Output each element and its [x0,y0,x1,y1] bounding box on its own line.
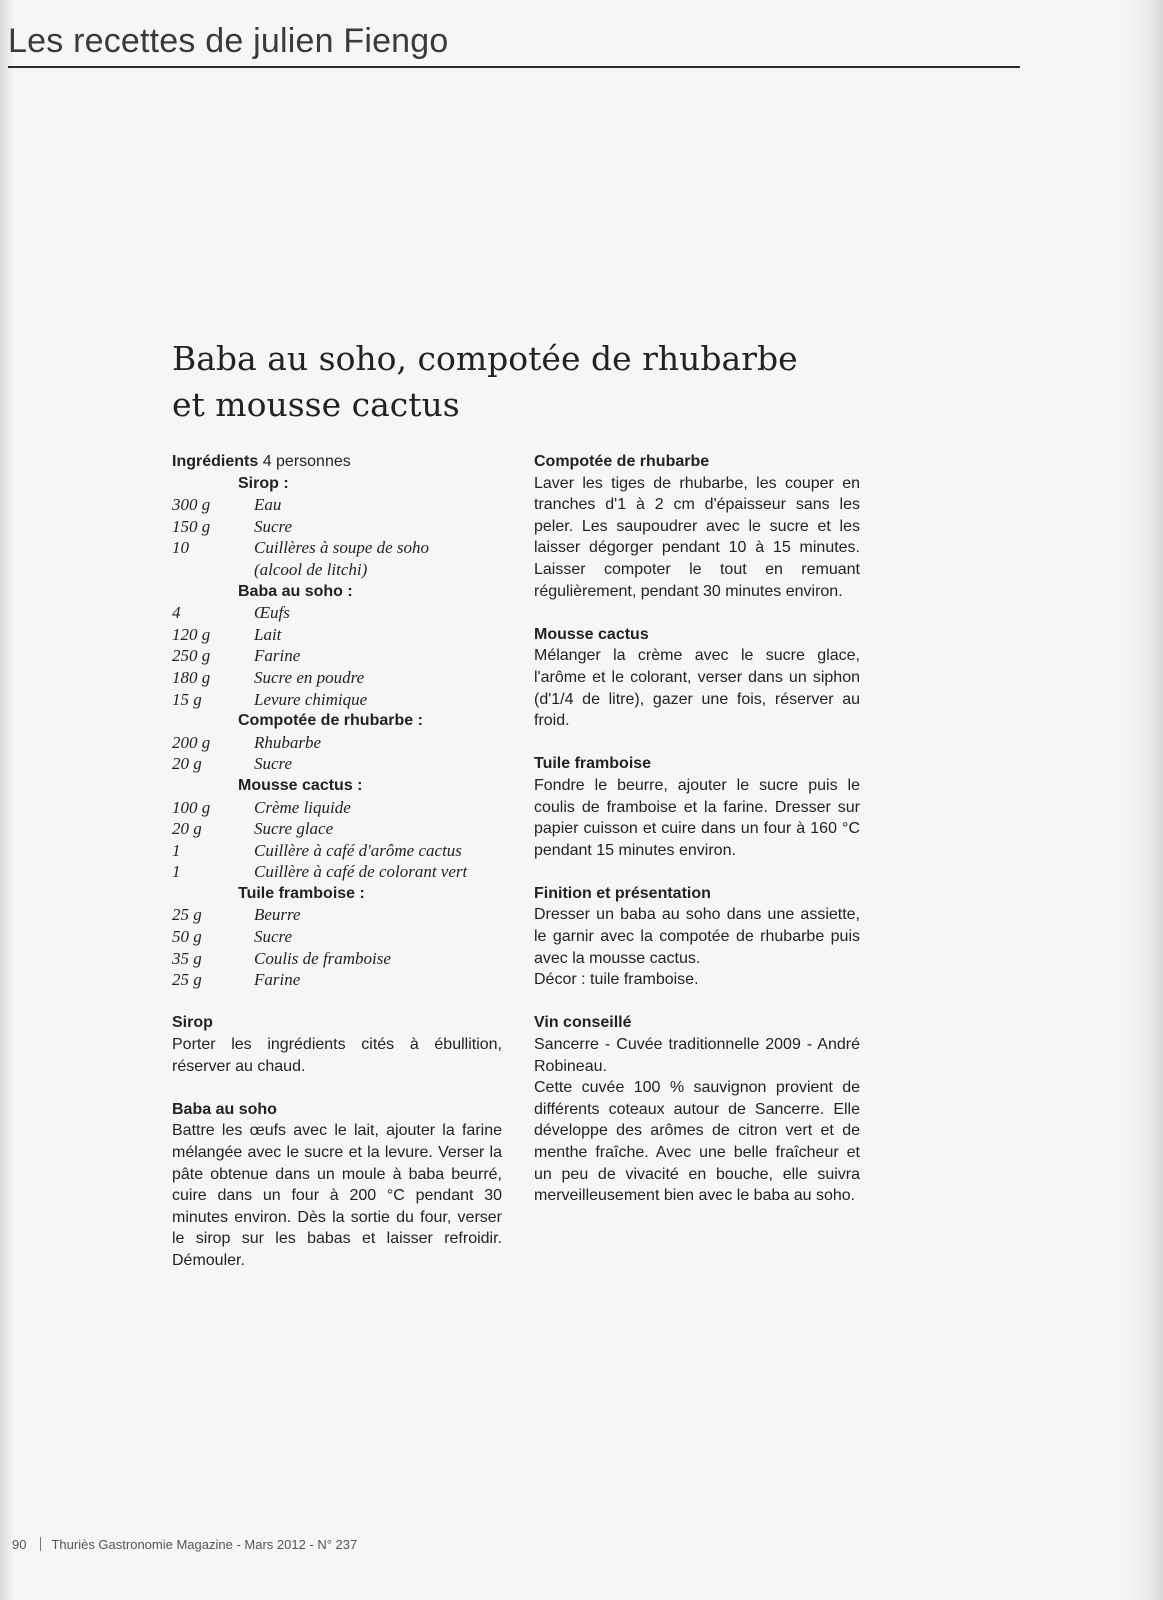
ingredient-row [172,537,502,559]
ingredient-row [172,904,502,926]
ingredient-quantity: 20 g [172,754,202,774]
ingredient-quantity: 20 g [172,819,202,839]
step-body: Battre les œufs avec le lait, ajouter la farine mélangée avec le sucre et la levure. Verser la pâte obtenue dans un moule à baba beurré, cuire dans un four à 200 °C pendant 30 minutes environ. Dès la sortie du four, verser le sirop sur les babas et laisser refroidir. Démouler. [172,1122,502,1269]
recipe-step-section [534,883,860,991]
page-number: 90 [12,1537,27,1552]
step-title: Sirop [172,1014,213,1032]
recipe-title-line-1: Baba au soho, compotée de rhubarbe [172,339,798,378]
ingredients-heading [172,451,502,473]
ingredient-name: Cuillères à soupe de soho [254,538,430,558]
ingredient-name-continued: (alcool de litchi) [254,559,368,579]
publication-info: Thuriès Gastronomie Magazine - Mars 2012 - N° 237 [51,1537,358,1552]
right-column [534,451,860,1207]
ingredient-name: Levure chimique [254,689,368,709]
steps-left [172,1012,502,1271]
ingredients-label: Ingrédients [172,453,259,470]
ingredient-quantity: 150 g [172,516,211,536]
ingredient-row [172,732,502,754]
ingredient-row [172,753,502,775]
recipe-step-section [534,1012,860,1206]
ingredient-name: Beurre [254,905,301,925]
ingredient-row [172,948,502,970]
step-body: Laver les tiges de rhubarbe, les couper en tranches d'1 à 2 cm d'épaisseur sans les peler. Les saupoudrer avec le sucre et les laisser dégorger pendant 10 à 15 minutes. Laisser compoter le tout en remuant régulièrement, pendant 30 minutes environ. [534,474,860,600]
ingredient-name: Sucre [254,927,293,947]
ingredient-quantity: 25 g [172,905,202,925]
ingredient-name: Sucre [254,754,293,774]
page-edge-shadow [1123,0,1163,1600]
step-body: Mélanger la crème avec le sucre glace, l'arôme et le colorant, verser dans un siphon (d'1/4 de litre), gazer une fois, réserver au froid. [534,647,860,730]
ingredient-group-title: Compotée de rhubarbe : [238,712,423,730]
ingredient-row [172,969,502,991]
recipe-title [172,336,892,428]
ingredient-name: Sucre en poudre [254,667,365,687]
ingredient-row [172,861,502,883]
ingredient-row [172,818,502,840]
step-body: Porter les ingrédients cités à ébullition, réserver au chaud. [172,1036,502,1075]
ingredient-row [172,926,502,948]
recipe-step-section [172,1099,502,1272]
spacer [172,991,502,1013]
recipe-step-section [172,1012,502,1077]
step-title: Vin conseillé [534,1014,632,1032]
ingredient-name: Sucre glace [254,819,334,839]
step-title: Mousse cactus [534,625,649,643]
footer-divider [40,1537,41,1551]
ingredient-name: Farine [254,970,301,990]
ingredient-quantity: 200 g [172,732,211,752]
ingredient-quantity: 180 g [172,667,211,687]
ingredient-name: Eau [254,495,282,515]
ingredient-name: Coulis de framboise [254,948,391,968]
ingredient-row [172,624,502,646]
step-title: Baba au soho [172,1100,277,1118]
ingredient-quantity: 100 g [172,797,211,817]
ingredient-quantity: 120 g [172,624,211,644]
ingredient-name: Farine [254,646,301,666]
ingredient-quantity: 1 [172,840,181,860]
ingredient-name: Œufs [254,603,290,623]
ingredient-name: Crème liquide [254,797,351,817]
ingredient-quantity: 1 [172,862,181,882]
recipe-step-section [534,753,860,861]
steps-right [534,451,860,1207]
recipe-step-section [534,451,860,602]
ingredient-row [172,797,502,819]
step-body: Fondre le beurre, ajouter le sucre puis le coulis de framboise et la farine. Dresser sur papier cuisson et cuire dans un four à 160 °C pendant 15 minutes environ. [534,776,860,859]
ingredient-row [172,516,502,538]
running-header: Les recettes de julien Fiengo [8,22,449,60]
ingredient-name: Lait [254,624,282,644]
ingredient-row [172,689,502,711]
ingredient-quantity: 50 g [172,927,202,947]
ingredient-quantity: 35 g [172,948,202,968]
step-title: Finition et présentation [534,884,711,902]
recipe-title-line-2: et mousse cactus [172,385,460,424]
step-title: Tuile framboise [534,755,652,773]
ingredient-row [172,667,502,689]
ingredient-group-title: Sirop : [238,474,289,492]
header-rule [8,66,1020,68]
ingredient-group-title: Tuile framboise : [238,884,365,902]
ingredient-name: Cuillère à café de colorant vert [254,862,468,882]
ingredient-group-title: Mousse cactus : [238,776,363,794]
ingredient-name: Rhubarbe [254,732,322,752]
ingredient-row [172,602,502,624]
left-column [172,451,502,1272]
page-footer [12,1537,357,1552]
step-body: Dresser un baba au soho dans une assiette, le garnir avec la compotée de rhubarbe puis avec la mousse cactus. Décor : tuile framboise. [534,906,860,989]
ingredient-name: Sucre [254,516,293,536]
ingredient-quantity: 10 [172,538,189,558]
step-body: Sancerre - Cuvée traditionnelle 2009 - André Robineau. Cette cuvée 100 % sauvignon provient de différents coteaux autour de Sancerre. Elle développe des arômes de citron vert et de menthe fraîche. Avec une belle fraîcheur et un peu de vivacité en bouche, elle suivra merveilleusement bien avec le baba au soho. [534,1036,860,1205]
ingredient-name: Cuillère à café d'arôme cactus [254,840,462,860]
page-gutter-shadow [0,0,14,1600]
ingredient-quantity: 300 g [172,495,211,515]
step-title: Compotée de rhubarbe [534,453,710,470]
ingredients-list [172,473,502,991]
ingredient-quantity: 15 g [172,689,202,709]
ingredients-servings: 4 personnes [262,453,351,470]
ingredient-quantity: 4 [172,603,181,623]
ingredient-row [172,645,502,667]
ingredient-row [172,494,502,516]
ingredient-quantity: 250 g [172,646,211,666]
ingredient-quantity: 25 g [172,970,202,990]
recipe-step-section [534,624,860,732]
ingredient-row [172,840,502,862]
ingredient-group-title: Baba au soho : [238,582,353,600]
